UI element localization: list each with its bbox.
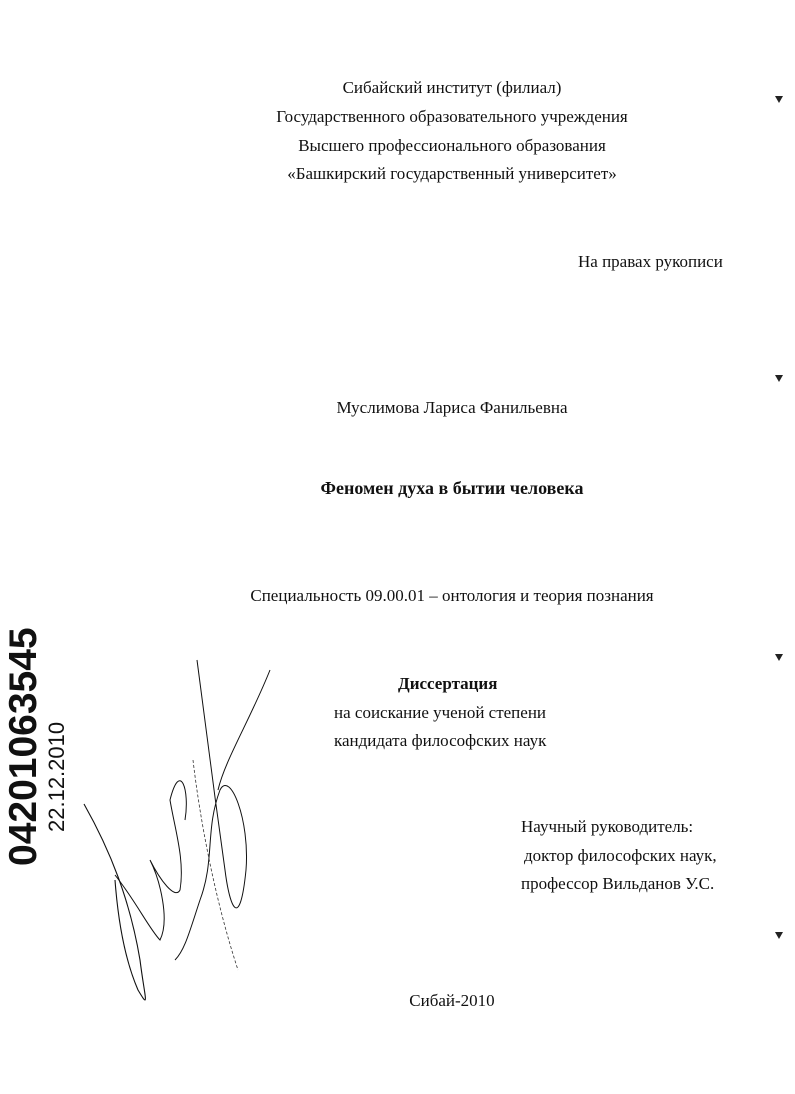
author-name: Муслимова Лариса Фанильевна (336, 398, 568, 417)
archive-date-stamp: 22.12.2010 (44, 721, 69, 832)
supervisor-degree: доктор философских наук, (524, 846, 717, 865)
institution-line: «Башкирский государственный университет» (287, 164, 617, 183)
archive-number-stamp: 04201063545 (2, 627, 45, 866)
supervisor-name: профессор Вильданов У.С. (521, 874, 715, 893)
dissertation-degree-line: кандидата философских наук (334, 731, 547, 750)
scan-marker-icon (775, 932, 783, 939)
scan-marker-icon (775, 654, 783, 661)
place-year: Сибай-2010 (409, 991, 495, 1010)
supervisor-label: Научный руководитель: (521, 817, 694, 836)
dissertation-label: Диссертация (398, 674, 498, 693)
scan-marker-icon (775, 375, 783, 382)
institution-line: Высшего профессионального образования (298, 136, 606, 155)
manuscript-note: На правах рукописи (578, 252, 723, 271)
specialty: Специальность 09.00.01 – онтология и теория познания (250, 586, 654, 605)
scan-marker-icon (775, 96, 783, 103)
institution-line: Государственного образовательного учреждения (276, 107, 628, 126)
dissertation-title: Феномен духа в бытии человека (320, 478, 584, 498)
institution-line: Сибайский институт (филиал) (342, 78, 562, 97)
dissertation-degree-line: на соискание ученой степени (334, 703, 547, 722)
